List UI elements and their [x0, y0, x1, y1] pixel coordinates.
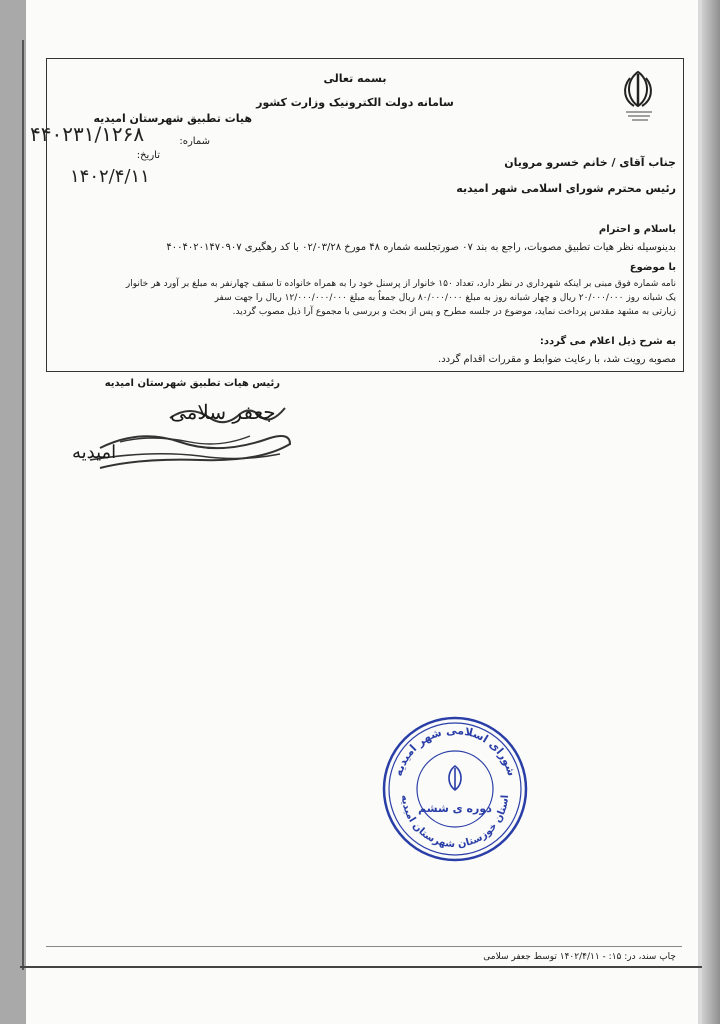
decision-label: به شرح ذیل اعلام می گردد: — [539, 336, 676, 347]
signer-title: رئیس هیات تطبیق شهرستان امیدیه — [104, 378, 280, 389]
intro-line: بدینوسیله نظر هیات تطبیق مصوبات، راجع به بند ۰۷ صورتجلسه شماره ۴۸ مورخ ۰۲/۰۳/۲۸ با کد رهگیری ۴۰۰۴۰۲۰۱۴۷۰۹۰۷ — [166, 242, 676, 253]
stamp-middle-text: دوره ی ششم — [418, 802, 492, 815]
signature-name: جعفر سلامی — [170, 400, 276, 424]
handwritten-number: ۴۴۰۲۳۱/۱۲۶۸ — [30, 122, 145, 146]
decision-text: مصوبه رویت شد، با رعایت ضوابط و مقررات اقدام گردد. — [438, 354, 676, 365]
stamp-bottom-text: استان خوزستان شهرستان امیدیه — [398, 794, 512, 851]
date-label: تاریخ: — [136, 150, 160, 161]
board-name: هیات تطبیق شهرستان امیدیه — [93, 112, 252, 125]
subject-label: با موضوع — [629, 262, 676, 273]
subject-line1: نامه شماره فوق مبنی بر اینکه شهرداری در نظر دارد، تعداد ۱۵۰ خانوار از پرسنل خود را به همراه خانواده تا سقف چهارنفر به مبلغ بر آورد هر خانوار — [125, 279, 676, 289]
footer-divider — [46, 946, 682, 947]
bottom-border-line — [20, 966, 702, 968]
margin-line — [22, 40, 24, 970]
recipient-line1: جناب آقای / خانم خسرو مرویان — [504, 156, 676, 169]
subject-line2: یک شبانه روز ۲۰/۰۰۰/۰۰۰ ریال و چهار شبانه روز به مبلغ ۸۰/۰۰۰/۰۰۰ ریال جمعاٌ به مبلغ ۱۲/۰۰۰/۰۰۰/۰۰۰ ریال را جهت سفر — [214, 293, 676, 303]
iran-emblem-icon — [616, 68, 660, 124]
system-title: سامانه دولت الکترونیک وزارت کشور — [256, 96, 454, 109]
print-footer: چاپ سند، در: ۱۵: - ۱۴۰۲/۴/۱۱ توسط جعفر سلامی — [483, 952, 676, 962]
basmala: بسمه تعالی — [323, 72, 387, 85]
council-stamp — [380, 714, 530, 864]
subject-line3: زیارتی به مشهد مقدس پرداخت نماید، موضوع در جلسه مطرح و پس از بحث و بررسی با مجموع آرا ذیل مصوب گردید. — [232, 307, 676, 317]
stamp-top-text: شورای اسلامی شهر امیدیه — [391, 723, 519, 778]
handwritten-date: ۱۴۰۲/۴/۱۱ — [70, 166, 150, 187]
iran-emblem-icon — [449, 766, 461, 790]
signature-city: امیدیه — [72, 442, 117, 463]
signature — [60, 398, 300, 488]
greeting: باسلام و احترام — [598, 224, 676, 235]
number-label: شماره: — [179, 136, 210, 147]
scan-right-edge — [702, 0, 720, 1024]
recipient-line2: رئیس محترم شورای اسلامی شهر امیدیه — [456, 182, 676, 195]
